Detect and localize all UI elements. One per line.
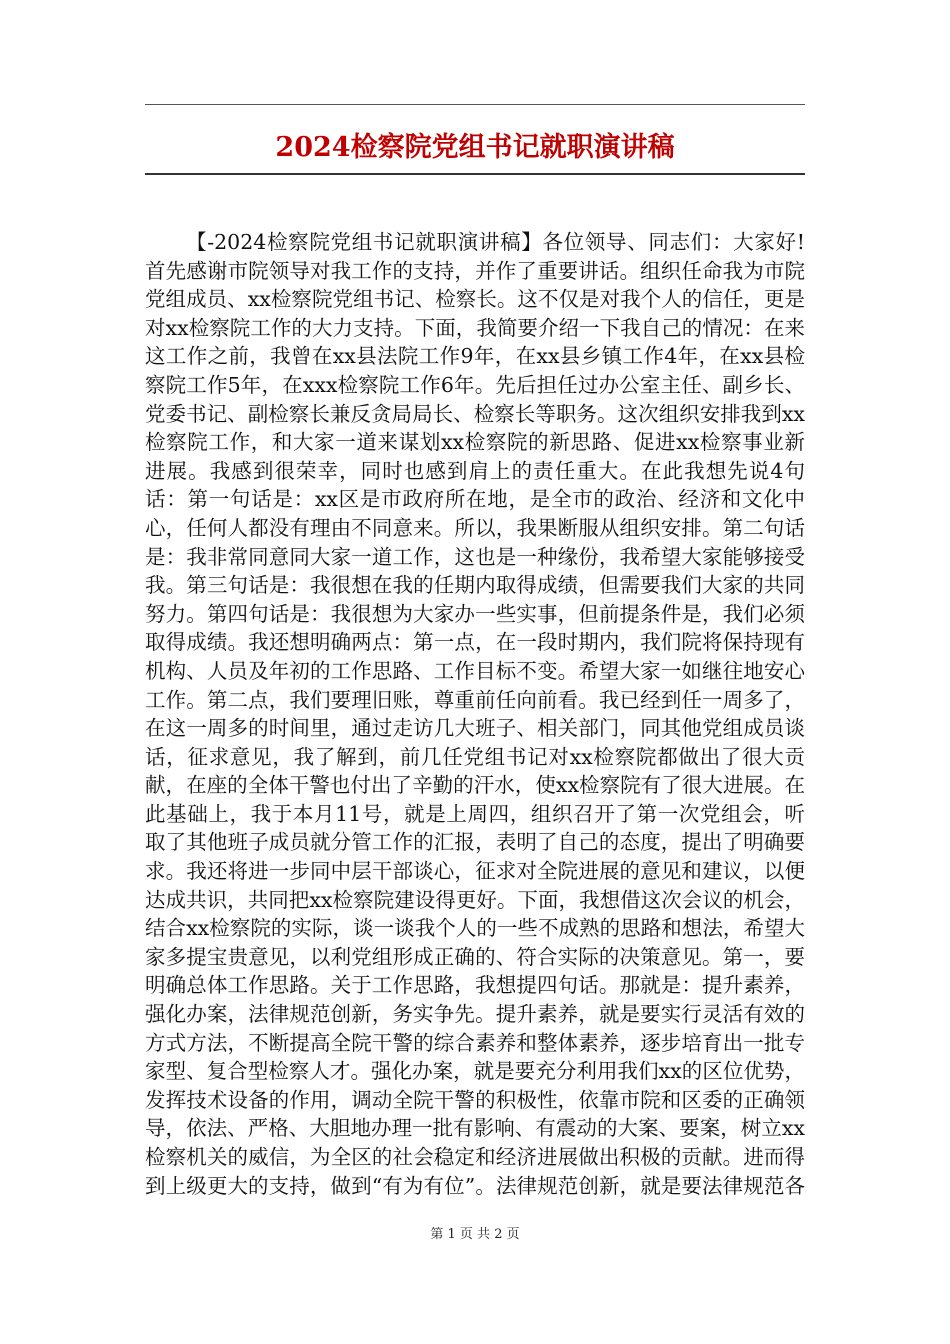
body-paragraph: 【-2024检察院党组书记就职演讲稿】各位领导、同志们：大家好!首先感谢市院领导对我工作的支持，并作了重要讲话。组织任命我为市院党组成员、xx检察院党组书记、检察长。这不仅是对我个人的信任，更是对xx检察院工作的大力支持。下面，我简要介绍一下我自己的情况：在来这工作之前，我曾在xx县法院工作9年，在xx县乡镇工作4年，在xx县检察院工作5年，在xxx检察院工作6年。先后担任过办公室主任、副乡长、党委书记、副检察长兼反贪局局长、检察长等职务。这次组织安排我到xx检察院工作，和大家一道来谋划xx检察院的新思路、促进xx检察事业新进展。我感到很荣幸，同时也感到肩上的责任重大。在此我想先说4句话：第一句话是：xx区是市政府所在地，是全市的政治、经济和文化中心，任何人都没有理由不同意来。所以，我果断服从组织安排。第二句话是：我非常同意同大家一道工作，这也是一种缘份，我希望大家能够接受我。第三句话是：我很想在我的任期内取得成绩，但需要我们大家的共同努力。第四句话是：我很想为大家办一些实事，但前提条件是，我们必须取得成绩。我还想明确两点：第一点，在一段时期内，我们院将保持现有机构、人员及年初的工作思路、工作目标不变。希望大家一如继往地安心工作。第二点，我们要理旧账，尊重前任向前看。我已经到任一周多了，在这一周多的时间里，通过走访几大班子、相关部门，同其他党组成员谈话，征求意见，我了解到，前几任党组书记对xx检察院都做出了很大贡献，在座的全体干警也付出了辛勤的汗水，使xx检察院有了很大进展。在此基础上，我于本月11号，就是上周四，组织召开了第一次党组会，听取了其他班子成员就分管工作的汇报，表明了自己的态度，提出了明确要求。我还将进一步同中层干部谈心，征求对全院进展的意见和建议，以便达成共识，共同把xx检察院建设得更好。下面，我想借这次会议的机会，结合xx检察院的实际，谈一谈我个人的一些不成熟的思路和想法，希望大家多提宝贵意见，以利党组形成正确的、符合实际的决策意见。第一，要明确总体工作思路。关于工作思路，我想提四句话。那就是：提升素养，强化办案，法律规范创新，务实争先。提升素养，就是要实行灵活有效的方式方法，不断提高全院干警的综合素养和整体素养，逐步培育出一批专家型、复合型检察人才。强化办案，就是要充分利用我们xx的区位优势，发挥技术设备的作用，调动全院干警的积极性，依靠市院和区委的正确领导，依法、严格、大胆地办理一批有影响、有震动的大案、要案，树立xx检察机关的威信，为全区的社会稳定和经济进展做出积极的贡献。进而得到上级更大的支持，做到“有为有位”。法律规范创新，就是要法律规范各 bbox=[145, 230, 805, 1198]
page-footer: 第 1 页 共 2 页 bbox=[430, 1227, 520, 1242]
header-rule-bottom bbox=[145, 173, 805, 175]
header-rule-top bbox=[145, 104, 805, 105]
document-title: 2024检察院党组书记就职演讲稿 bbox=[275, 132, 675, 163]
